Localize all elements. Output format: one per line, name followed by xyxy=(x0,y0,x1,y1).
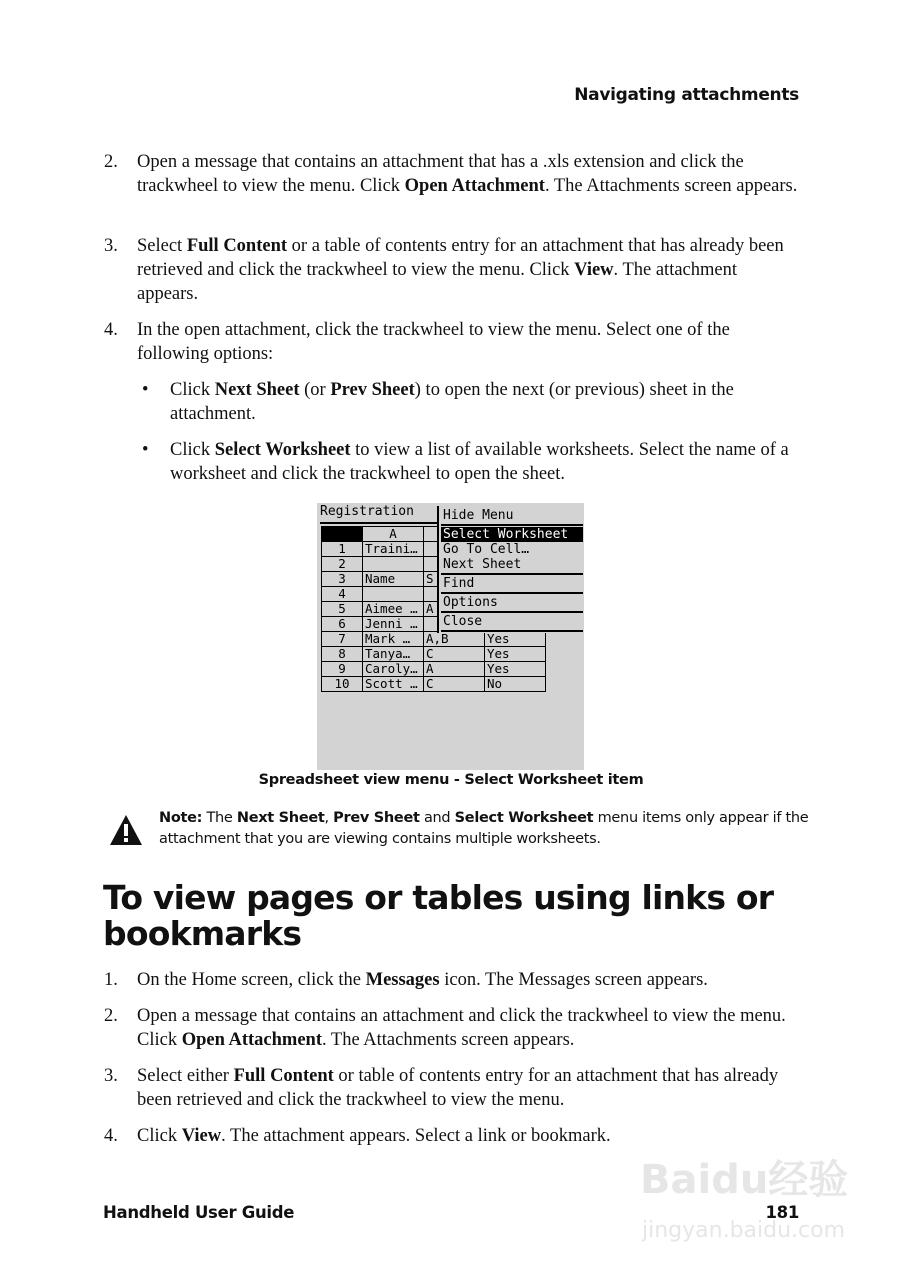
table-row xyxy=(322,662,546,677)
row-number: 5 xyxy=(322,602,363,617)
step-number: 1. xyxy=(104,970,118,990)
row-number: 7 xyxy=(322,632,363,647)
menu-item-options[interactable]: Options xyxy=(443,595,498,610)
footer-title: Handheld User Guide xyxy=(103,1203,295,1222)
cell: A xyxy=(424,602,485,617)
cell: C xyxy=(424,647,485,662)
row-number: 3 xyxy=(322,572,363,587)
cell: S xyxy=(424,572,485,587)
menu-item-next-sheet[interactable]: Next Sheet xyxy=(443,557,522,572)
note-text: Note: The Next Sheet, Prev Sheet and Select Worksheet menu items only appear if the attachment that you are viewing contains multiple worksheets. xyxy=(159,810,809,847)
menu-item-close[interactable]: Close xyxy=(443,614,483,629)
cell: Yes xyxy=(485,662,546,677)
cell: No xyxy=(485,677,546,692)
cell: Jenni … xyxy=(363,617,424,632)
title-divider xyxy=(320,522,437,524)
menu-item-find[interactable]: Find xyxy=(443,576,475,591)
watermark-url: jingyan.baidu.com xyxy=(642,1218,846,1243)
step-text: Open a message that contains an attachment that has a .xls extension and click the trackwheel to view the menu. Click Open Attachment. The Attachments screen appears. xyxy=(137,152,798,196)
cell: Aimee … xyxy=(363,602,424,617)
table-row xyxy=(322,632,546,647)
bullet: • xyxy=(142,440,149,460)
cell: Caroly… xyxy=(363,662,424,677)
warning-icon xyxy=(109,814,143,846)
row-number: 1 xyxy=(322,542,363,557)
cell: A,B xyxy=(424,632,485,647)
row-number: 9 xyxy=(322,662,363,677)
menu-separator xyxy=(441,524,583,526)
step-number: 4. xyxy=(104,1126,118,1146)
bullet: • xyxy=(142,380,149,400)
cell: A xyxy=(424,662,485,677)
menu-separator xyxy=(441,611,583,613)
figure-caption: Spreadsheet view menu - Select Worksheet item xyxy=(258,772,644,788)
menu-item-go-to-cell[interactable]: Go To Cell… xyxy=(443,542,530,557)
table-row xyxy=(322,647,546,662)
step-number: 2. xyxy=(104,152,118,172)
bullet-text: Click Next Sheet (or Prev Sheet) to open the next (or previous) sheet in the attachment. xyxy=(170,380,734,424)
step-text: Click View. The attachment appears. Select a link or bookmark. xyxy=(137,1126,611,1146)
cell: Traini… xyxy=(363,542,424,557)
corner-cell xyxy=(322,527,363,542)
table-row xyxy=(322,677,546,692)
section-heading: To view pages or tables using links or bookmarks xyxy=(103,878,774,953)
row-number: 4 xyxy=(322,587,363,602)
cell: Tanya… xyxy=(363,647,424,662)
cell: Name xyxy=(363,572,424,587)
menu-separator xyxy=(441,592,583,594)
row-number: 6 xyxy=(322,617,363,632)
step-text: In the open attachment, click the trackwheel to view the menu. Select one of the following options: xyxy=(137,320,730,364)
screen-title: Registration xyxy=(320,504,414,519)
step-text: Select either Full Content or table of contents entry for an attachment that has already been retrieved and click the trackwheel to view the menu. xyxy=(137,1066,779,1110)
row-number: 2 xyxy=(322,557,363,572)
cell xyxy=(363,587,424,602)
running-header: Navigating attachments xyxy=(574,85,799,105)
cell: Mark … xyxy=(363,632,424,647)
menu-item-hide-menu[interactable]: Hide Menu xyxy=(443,508,514,523)
step-text: Select Full Content or a table of contents entry for an attachment that has already been retrieved and click the trackwheel to view the menu. Click View. The attachment appears. xyxy=(137,236,784,304)
step-number: 2. xyxy=(104,1006,118,1026)
row-number: 10 xyxy=(322,677,363,692)
step-text: Open a message that contains an attachment and click the trackwheel to view the menu. Click Open Attachment. The Attachments screen appears. xyxy=(137,1006,786,1050)
column-header: A xyxy=(363,527,424,542)
menu-separator xyxy=(441,573,583,575)
row-number: 8 xyxy=(322,647,363,662)
step-number: 4. xyxy=(104,320,118,340)
menu-separator xyxy=(441,630,583,632)
cell xyxy=(363,557,424,572)
spreadsheet-screenshot xyxy=(317,503,584,770)
context-menu xyxy=(437,506,584,633)
cell: Yes xyxy=(485,632,546,647)
cell: C xyxy=(424,677,485,692)
bullet-text: Click Select Worksheet to view a list of available worksheets. Select the name of a worksheet and click the trackwheel to open the sheet. xyxy=(170,440,789,484)
watermark-logo: Baidu经验 xyxy=(640,1157,849,1203)
step-text: On the Home screen, click the Messages icon. The Messages screen appears. xyxy=(137,970,708,990)
cell: Yes xyxy=(485,647,546,662)
step-number: 3. xyxy=(104,1066,118,1086)
cell: Scott … xyxy=(363,677,424,692)
menu-item-select-worksheet[interactable]: Select Worksheet xyxy=(441,527,583,542)
page-number: 181 xyxy=(765,1203,799,1222)
step-number: 3. xyxy=(104,236,118,256)
